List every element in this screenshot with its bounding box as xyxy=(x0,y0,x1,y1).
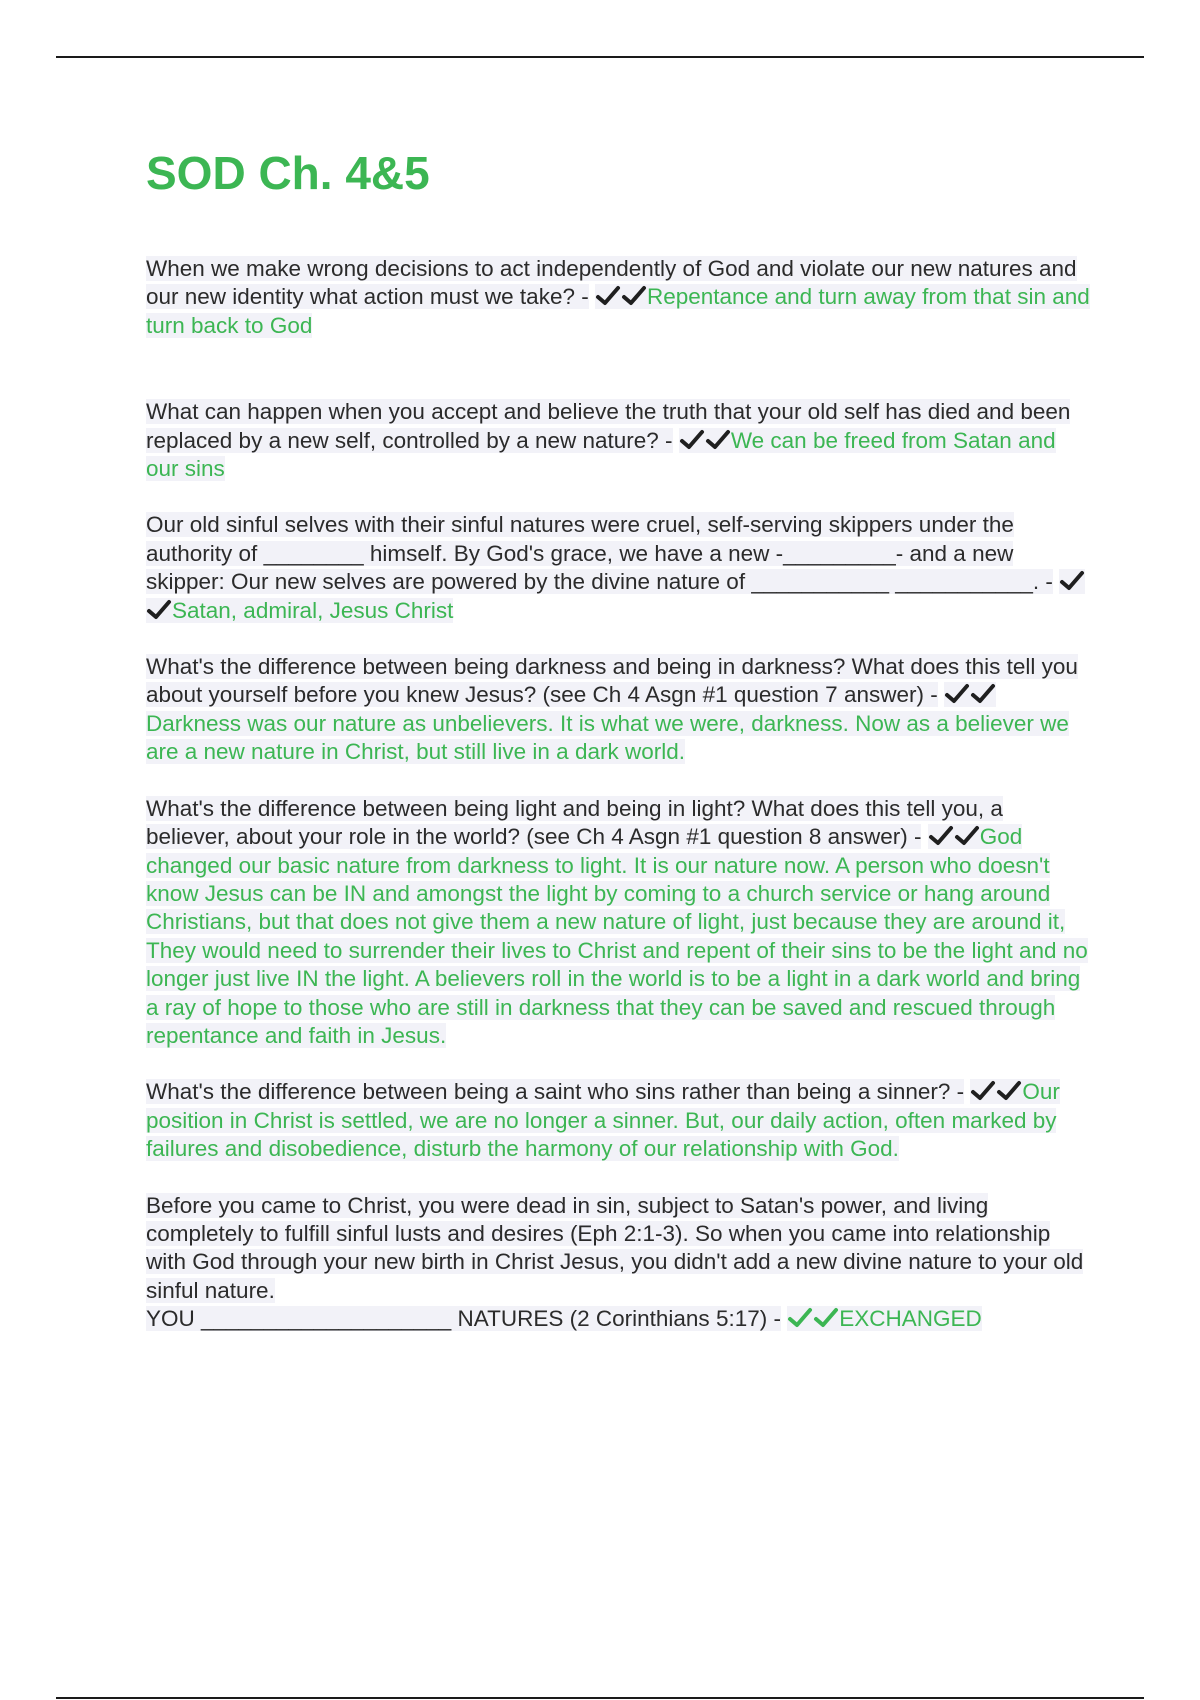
check-icon xyxy=(146,599,172,621)
check-icon xyxy=(1059,570,1085,592)
answer-text: We can be freed from Satan and our sins xyxy=(146,427,1056,482)
check-icon xyxy=(621,285,647,307)
top-rule xyxy=(56,56,1144,58)
qa-list xyxy=(146,255,1090,1362)
check-icon xyxy=(679,429,705,451)
bottom-rule xyxy=(56,1697,1144,1699)
qa-item-6 xyxy=(146,1078,1090,1163)
document-title: SOD Ch. 4&5 xyxy=(146,147,430,199)
check-icon xyxy=(705,429,731,451)
question-text: When we make wrong decisions to act independently of God and violate our new natures and our new identity what action must we take? - xyxy=(146,256,1077,310)
qa-item-5 xyxy=(146,795,1090,1051)
check-icon xyxy=(928,825,954,847)
question-text: Before you came to Christ, you were dead in sin, subject to Satan's power, and living completely to fulfill sinful lusts and desires (Eph 2:1-3). So when you came into relationship with God through your new birth in Christ Jesus, you didn't add a new divine nature to your old sinful nature. xyxy=(146,1192,1084,1303)
answer-text: Satan, admiral, Jesus Christ xyxy=(172,597,454,623)
qa-item-7 xyxy=(146,1192,1090,1334)
answer-text: EXCHANGED xyxy=(839,1306,982,1332)
qa-item-2 xyxy=(146,398,1090,483)
qa-item-3 xyxy=(146,511,1090,625)
question-text: What's the difference between being light and being in light? What does this tell you, a believer, about your role in the world? (see Ch 4 Asgn #1 question 8 answer) - xyxy=(146,795,1003,850)
check-icon xyxy=(944,683,970,705)
answer-text: Repentance and turn away from that sin and turn back to God xyxy=(146,284,1090,338)
answer-text: Darkness was our nature as unbelievers. It is what we were, darkness. Now as a believer we are a new nature in Christ, but still live in a dark world. xyxy=(146,710,1069,765)
qa-item-1 xyxy=(146,255,1090,340)
check-icon xyxy=(954,825,980,847)
question-text: What's the difference between being darkness and being in darkness? What does this tell you about yourself before you knew Jesus? (see Ch 4 Asgn #1 question 7 answer) - xyxy=(146,654,1078,708)
check-icon xyxy=(787,1307,813,1329)
check-icon xyxy=(595,285,621,307)
check-icon xyxy=(813,1307,839,1329)
question-text-line-2: YOU ____________________ NATURES (2 Corinthians 5:17) - xyxy=(146,1306,781,1332)
question-text: Our old sinful selves with their sinful natures were cruel, self-serving skippers under the authority of ________ himself. By God's grace, we have a new -_________- and a new skipper: Our new selves are powered by the divine nature of ___________ ___________. - xyxy=(146,512,1053,595)
question-text: What's the difference between being a saint who sins rather than being a sinner? - xyxy=(146,1079,965,1105)
qa-item-4 xyxy=(146,653,1090,767)
answer-text: Our position in Christ is settled, we are no longer a sinner. But, our daily action, often marked by failures and disobedience, disturb the harmony of our relationship with God. xyxy=(146,1079,1060,1162)
check-icon xyxy=(996,1080,1022,1102)
check-icon xyxy=(970,1080,996,1102)
question-text: What can happen when you accept and believe the truth that your old self has died and been replaced by a new self, controlled by a new nature? - xyxy=(146,399,1071,453)
answer-text: God changed our basic nature from darkness to light. It is our nature now. A person who doesn't know Jesus can be IN and amongst the light by coming to a church service or hang around Christians, but that does not give them a new nature of light, just because they are around it, They would need to surrender their lives to Christ and repent of their sins to be the light and no longer just live IN the light. A believers roll in the world is to be a light in a dark world and bring a ray of hope to those who are still in darkness that they can be saved and rescued through repentance and faith in Jesus. xyxy=(146,824,1088,1048)
check-icon xyxy=(970,683,996,705)
